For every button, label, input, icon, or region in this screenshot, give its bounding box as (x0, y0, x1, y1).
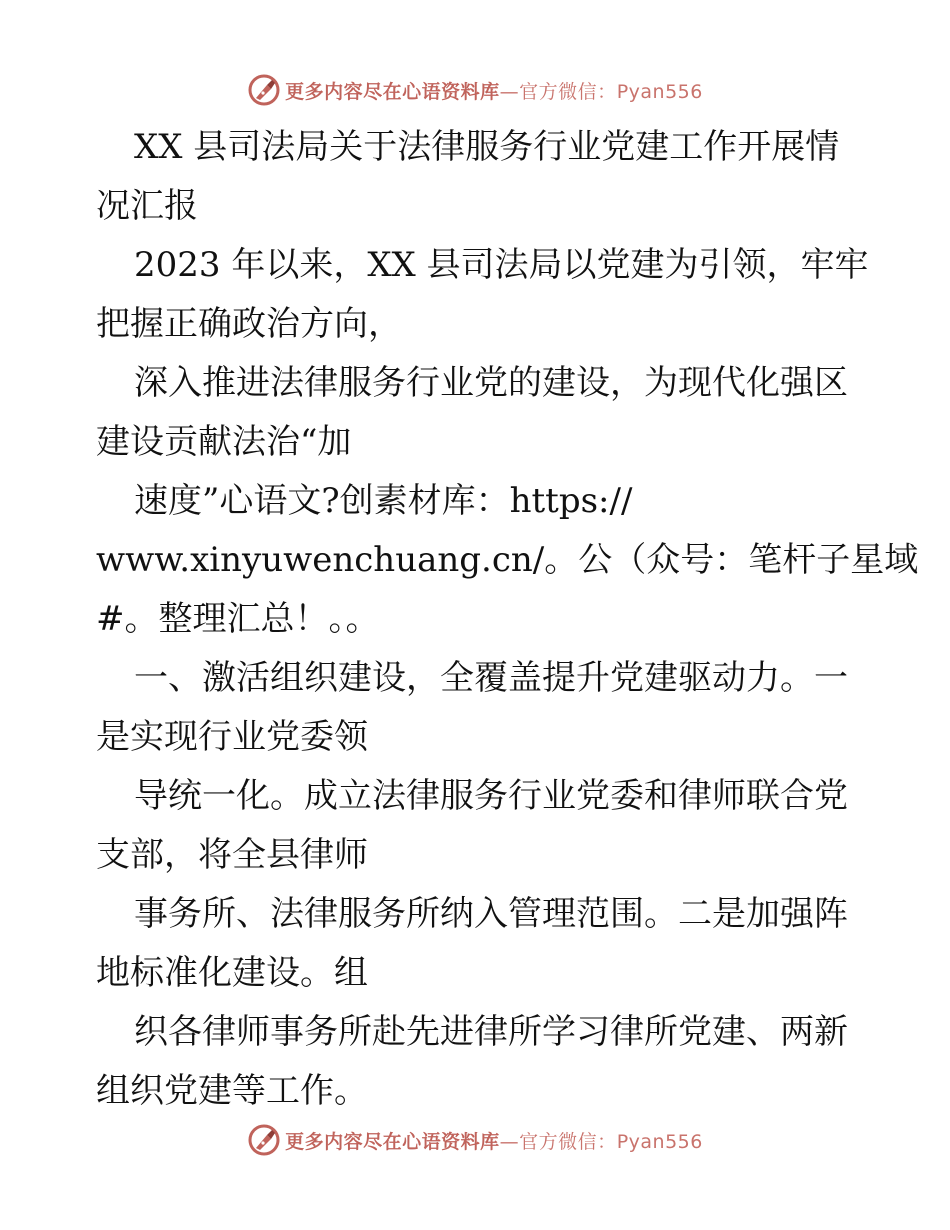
header-slogan: 更多内容尽在心语资料库 (285, 80, 500, 103)
document-title-line-1: XX 县司法局关于法律服务行业党建工作开展情 (134, 127, 840, 167)
footer-account: Pyan556 (616, 1130, 703, 1153)
footer-slogan: 更多内容尽在心语资料库 (285, 1130, 500, 1153)
paragraph-line: 建设贡献法治“加 (96, 422, 352, 462)
header-contact-label: 官方微信： (519, 80, 617, 103)
footer-watermark-text (285, 1127, 703, 1154)
footer-watermark-banner (0, 1120, 950, 1160)
pen-nib-logo-icon (247, 73, 281, 107)
header-watermark-banner (0, 70, 950, 110)
paragraph-line: 深入推进法律服务行业党的建设，为现代化强区 (134, 363, 848, 403)
paragraph-line: 事务所、法律服务所纳入管理范围。二是加强阵 (134, 894, 848, 934)
document-body (96, 118, 919, 1121)
paragraph-line: www.xinyuwenchuang.cn/。公（众号：笔杆子星域 (96, 540, 919, 580)
header-separator: — (499, 80, 520, 103)
paragraph-line: 速度”心语文?创素材库：https:// (134, 481, 633, 521)
pen-nib-logo-icon (247, 1123, 281, 1157)
paragraph-line: 地标准化建设。组 (96, 953, 368, 993)
paragraph-line: 组织党建等工作。 (96, 1071, 368, 1111)
footer-contact-label: 官方微信： (519, 1130, 617, 1153)
paragraph-line: #。整理汇总！。。 (96, 599, 380, 639)
paragraph-line: 2023 年以来，XX 县司法局以党建为引领，牢牢 (134, 245, 869, 285)
header-watermark-text (285, 77, 703, 104)
paragraph-line: 织各律师事务所赴先进律所学习律所党建、两新 (134, 1012, 848, 1052)
paragraph-line: 把握正确政治方向， (96, 304, 402, 344)
paragraph-line: 是实现行业党委领 (96, 717, 368, 757)
paragraph-line: 支部，将全县律师 (96, 835, 368, 875)
paragraph-line: 导统一化。成立法律服务行业党委和律师联合党 (134, 776, 848, 816)
footer-separator: — (499, 1130, 520, 1153)
document-title-line-2: 况汇报 (96, 186, 198, 226)
paragraph-line: 一、激活组织建设，全覆盖提升党建驱动力。一 (134, 658, 848, 698)
header-account: Pyan556 (616, 80, 703, 103)
